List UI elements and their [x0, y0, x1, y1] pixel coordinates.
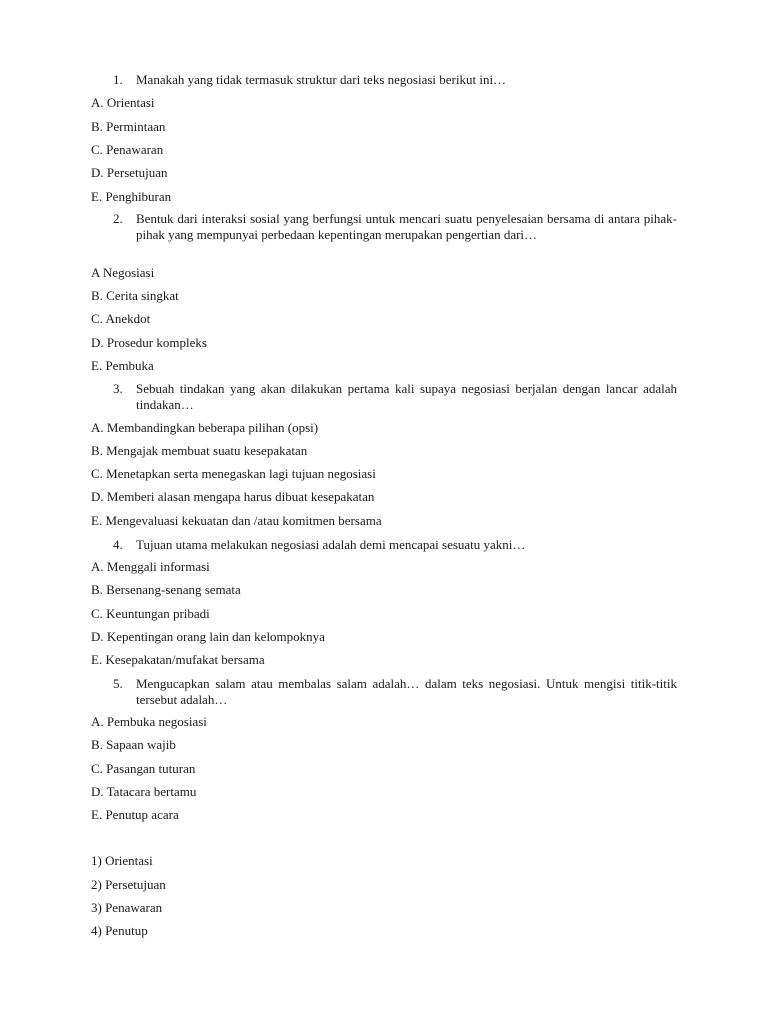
question-1-text: Manakah yang tidak termasuk struktur dari teks negosiasi berikut ini… — [136, 72, 507, 87]
question-2-option-e: E. Pembuka — [91, 358, 154, 373]
question-2-option-c: C. Anekdot — [91, 311, 151, 326]
question-4-option-e: E. Kesepakatan/mufakat bersama — [91, 652, 265, 667]
question-2-option-a: A Negosiasi — [91, 265, 155, 280]
question-5-option-b: B. Sapaan wajib — [91, 737, 176, 752]
question-4-option-a: A. Menggali informasi — [91, 559, 210, 574]
question-4-text: Tujuan utama melakukan negosiasi adalah demi mencapai sesuatu yakni… — [136, 537, 526, 552]
question-4-option-c: C. Keuntungan pribadi — [91, 606, 210, 621]
question-4-option-b: B. Bersenang-senang semata — [91, 582, 241, 597]
question-3-option-e: E. Mengevaluasi kekuatan dan /atau komitmen bersama — [91, 513, 382, 528]
question-1-option-c: C. Penawaran — [91, 142, 164, 157]
list-item-2: 2) Persetujuan — [91, 877, 166, 892]
question-4-number: 4. — [113, 537, 123, 552]
question-2-number: 2. — [113, 211, 123, 226]
question-1-option-d: D. Persetujuan — [91, 165, 168, 180]
question-5-option-c: C. Pasangan tuturan — [91, 761, 196, 776]
question-1-option-e: E. Penghiburan — [91, 189, 172, 204]
list-item-1: 1) Orientasi — [91, 853, 153, 868]
question-3-option-d: D. Memberi alasan mengapa harus dibuat kesepakatan — [91, 489, 375, 504]
question-1-option-a: A. Orientasi — [91, 95, 155, 110]
list-item-4: 4) Penutup — [91, 923, 148, 938]
question-5-option-e: E. Penutup acara — [91, 807, 179, 822]
question-3-option-b: B. Mengajak membuat suatu kesepakatan — [91, 443, 308, 458]
question-3-text: Sebuah tindakan yang akan dilakukan pertama kali supaya negosiasi berjalan dengan lancar adalah tindakan… — [136, 381, 677, 412]
question-2-text: Bentuk dari interaksi sosial yang berfungsi untuk mencari suatu penyelesaian bersama di antara pihak-pihak yang mempunyai perbedaan kepentingan merupakan pengertian dari… — [136, 211, 677, 242]
list-item-3: 3) Penawaran — [91, 900, 163, 915]
question-1-option-b: B. Permintaan — [91, 119, 166, 134]
question-3-number: 3. — [113, 381, 123, 396]
question-2-option-b: B. Cerita singkat — [91, 288, 179, 303]
question-3-option-a: A. Membandingkan beberapa pilihan (opsi) — [91, 420, 319, 435]
question-4-option-d: D. Kepentingan orang lain dan kelompoknya — [91, 629, 325, 644]
question-5-option-d: D. Tatacara bertamu — [91, 784, 197, 799]
question-5-option-a: A. Pembuka negosiasi — [91, 714, 207, 729]
question-5-number: 5. — [113, 676, 123, 691]
question-2-option-d: D. Prosedur kompleks — [91, 335, 207, 350]
question-1-number: 1. — [113, 72, 123, 87]
question-5-text: Mengucapkan salam atau membalas salam adalah… dalam teks negosiasi. Untuk mengisi titik-titik tersebut adalah… — [136, 676, 677, 707]
question-3-option-c: C. Menetapkan serta menegaskan lagi tujuan negosiasi — [91, 466, 376, 481]
